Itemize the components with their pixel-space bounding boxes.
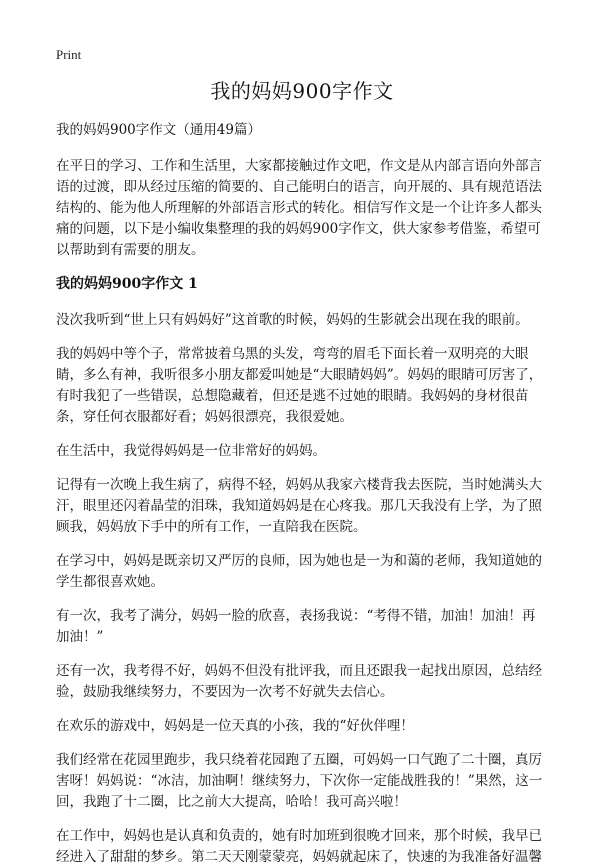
body-paragraph: 记得有一次晚上我生病了，病得不轻，妈妈从我家六楼背我去医院，当时她满头大汗，眼里还闪着晶莹的泪珠，我知道妈妈是在心疼我。那几天我没有上学，为了照顾我，妈妈放下手中的所有工作，一直陪我在医院。: [56, 477, 542, 535]
body-paragraph: 在生活中，我觉得妈妈是一位非常好的妈妈。: [56, 443, 326, 459]
body-paragraph: 我们经常在花园里跑步，我只绕着花园跑了五圈，可妈妈一口气跑了二十圈，真厉害呀！妈妈说：“冰洁，加油啊！继续努力，下次你一定能战胜我的！”果然，这一回，我跑了十二圈，比之前大大提高，哈哈！我可高兴啦！: [56, 752, 543, 810]
body-paragraph: 我的妈妈中等个子，常常披着乌黑的头发，弯弯的眉毛下面长着一双明亮的大眼睛，多么有神，我听很多小朋友都爱叫她是“大眼睛妈妈”。妈妈的眼睛可厉害了，有时我犯了一些错误，总想隐藏着，但还是逃不过她的眼睛。我妈妈的身材很苗条，穿任何衣服都好看；妈妈很漂亮，我很爱她。: [56, 346, 543, 425]
document-subtitle: 我的妈妈900字作文（通用49篇）: [56, 122, 261, 138]
print-link[interactable]: Print: [56, 47, 82, 62]
document-title: 我的妈妈900字作文: [210, 79, 394, 103]
body-paragraph: 在工作中，妈妈也是认真和负责的，她有时加班到很晚才回来，那个时候，我早已经进入了甜甜的梦乡。第二天天刚蒙蒙亮，妈妈就起床了，快速的为我准备好温馨: [56, 828, 542, 865]
body-paragraph: 有一次，我考了满分，妈妈一脸的欣喜，表扬我说：“考得不错，加油！加油！再加油！”: [56, 608, 536, 645]
intro-paragraph: 在平日的学习、工作和生活里，大家都接触过作文吧，作文是从内部言语向外部言语的过渡，即从经过压缩的简要的、自己能明白的语言，向开展的、具有规范语法结构的、能为他人所理解的外部语言形式的转化。相信写作文是一个让许多人都头痛的问题，以下是小编收集整理的我的妈妈900字作文，供大家参考借鉴，希望可以帮助到有需要的朋友。: [56, 158, 542, 258]
body-paragraph: 在学习中，妈妈是既亲切又严厉的良师，因为她也是一为和蔼的老师，我知道她的学生都很喜欢她。: [56, 553, 542, 590]
body-paragraph: 还有一次，我考得不好，妈妈不但没有批评我，而且还跟我一起找出原因，总结经验，鼓励我继续努力，不要因为一次考不好就失去信心。: [56, 663, 542, 700]
body-paragraph: 在欢乐的游戏中，妈妈是一位天真的小孩，我的“好伙伴哩！: [56, 718, 414, 734]
body-paragraph: 没次我听到“世上只有妈妈好”这首歌的时候，妈妈的生影就会出现在我的眼前。: [56, 312, 529, 328]
section-heading: 我的妈妈900字作文 1: [56, 276, 198, 292]
